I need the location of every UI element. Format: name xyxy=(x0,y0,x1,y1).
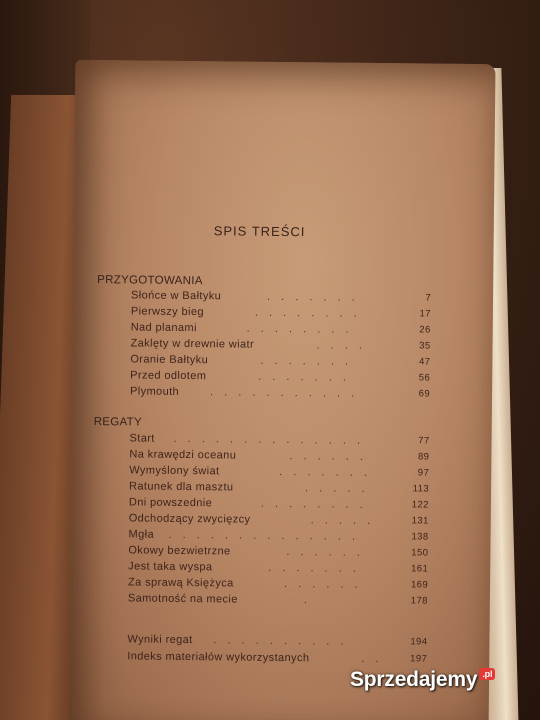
toc-entry-page: 77 xyxy=(418,435,430,447)
leader-dots: . . . . . . . . . . xyxy=(213,634,348,648)
toc-entry-label: Zaklęty w drewnie wiatr xyxy=(130,337,255,351)
toc-entry-label: Wyniki regat xyxy=(127,633,193,647)
leader-dots: . . . . . . . . xyxy=(260,497,367,511)
leader-dots: . . . . . . . xyxy=(266,290,359,304)
leader-dots: . . . . . . xyxy=(283,578,362,591)
toc-entry-page: 161 xyxy=(411,563,429,575)
toc-entry-label: Dni powszednie xyxy=(128,496,213,510)
leader-dots: . . . . . . xyxy=(289,450,368,463)
leader-dots: . . . . . . xyxy=(286,546,365,559)
section-heading-regaty: REGATY xyxy=(93,416,143,429)
leader-dots: . . . . . . . xyxy=(260,354,353,368)
leader-dots: . . . . . . . . xyxy=(246,322,353,336)
toc-entry-label: Samotność na mecie xyxy=(127,592,238,606)
toc-entry-label: Okowy bezwietrzne xyxy=(128,544,231,558)
book-page xyxy=(69,60,496,720)
toc-entry xyxy=(128,592,428,611)
toc-entry-page: 69 xyxy=(418,388,431,400)
toc-entry-page: 150 xyxy=(411,547,429,559)
toc-entry-label: Oranie Bałtyku xyxy=(130,353,209,367)
toc-entry-label: Nad planami xyxy=(130,321,197,335)
toc-entry xyxy=(130,385,430,404)
toc-entry-label: Przed odlotem xyxy=(130,369,207,383)
section-heading-przygotowania: PRZYGOTOWANIA xyxy=(97,274,203,288)
toc-entry-label: Odchodzący zwycięzcy xyxy=(128,512,251,526)
toc-entry-page: 113 xyxy=(412,483,430,495)
toc-entry-page: 122 xyxy=(411,499,429,511)
toc-entry-label: Indeks materiałów wykorzystanych xyxy=(127,650,310,665)
toc-entry-page: 169 xyxy=(410,579,429,591)
toc-entry-label: Jest taka wyspa xyxy=(128,560,213,574)
toc-entry-label: Za sprawą Księżyca xyxy=(127,576,234,590)
table-of-contents xyxy=(69,60,496,720)
toc-entry-page: 194 xyxy=(410,636,428,648)
toc-entry-page: 17 xyxy=(419,308,431,320)
watermark-text: Sprzedajemy xyxy=(350,668,478,691)
toc-entry-label: Na krawędzi oceanu xyxy=(129,448,237,462)
leader-dots: . . . . . xyxy=(310,514,375,527)
leader-dots: . . . . . . . xyxy=(258,370,351,384)
toc-entry-label: Wymyślony świat xyxy=(129,464,220,478)
leader-dots: . . . . . . . . . . . xyxy=(209,386,359,400)
toc-entry-page: 89 xyxy=(417,451,430,463)
toc-entry-page: 47 xyxy=(418,356,431,368)
toc-entry-page: 26 xyxy=(419,324,431,336)
toc-entry-label: Plymouth xyxy=(129,385,180,398)
leader-dots: . . . . . . . . . . . . . . xyxy=(173,432,365,447)
leader-dots: . xyxy=(303,594,311,607)
leader-dots: . . . . xyxy=(316,339,367,352)
toc-entry-page: 35 xyxy=(419,340,431,352)
toc-entry-label: Ratunek dla masztu xyxy=(128,480,234,494)
watermark-badge: .pl xyxy=(479,668,495,680)
toc-entry-label: Pierwszy bieg xyxy=(130,305,205,319)
toc-entry-page: 138 xyxy=(411,531,429,543)
toc-entry-page: 178 xyxy=(410,595,428,607)
toc-entry-label: Słońce w Bałtyku xyxy=(130,289,222,303)
leader-dots: . . . . . xyxy=(304,482,369,495)
toc-entry-page: 131 xyxy=(411,515,429,527)
watermark-logo xyxy=(350,668,495,692)
toc-entry xyxy=(127,633,427,652)
toc-entry-page: 7 xyxy=(425,292,432,304)
leader-dots: . . . . . . . . xyxy=(254,306,361,320)
leader-dots: . . . . . . . xyxy=(268,561,361,575)
toc-entry xyxy=(127,650,427,669)
toc-entry-page: 97 xyxy=(417,467,430,479)
toc-entry-page: 56 xyxy=(418,372,431,384)
leader-dots: . . . . . . . . . . . . . . xyxy=(168,528,360,543)
leader-dots: . . . . . . . xyxy=(279,465,372,479)
toc-entry-page: 197 xyxy=(410,653,428,665)
toc-title: SPIS TREŚCI xyxy=(213,223,306,240)
toc-entry-label: Mgła xyxy=(128,528,155,541)
leader-dots: . . xyxy=(361,652,383,666)
toc-entry-label: Start xyxy=(129,432,155,445)
